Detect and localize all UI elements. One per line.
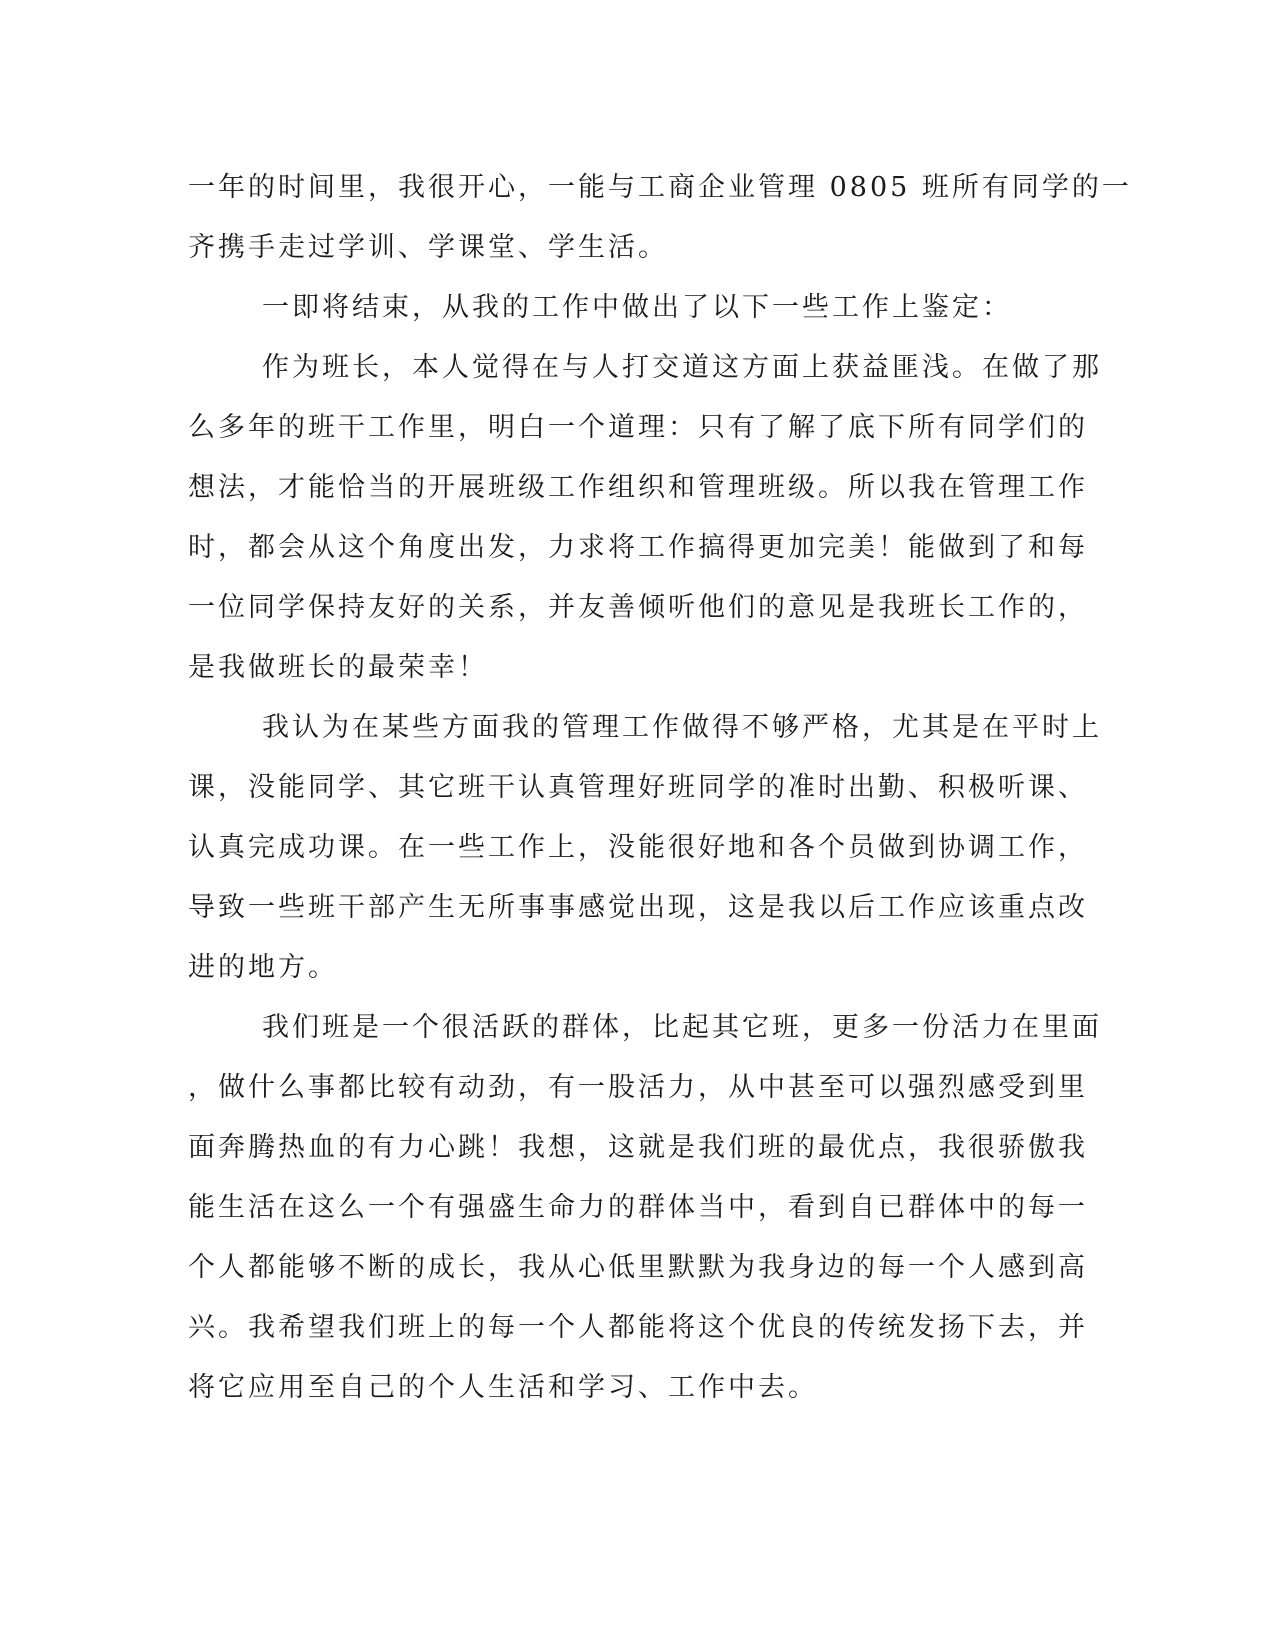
text-line: 个人都能够不断的成长，我从心低里默默为我身边的每一个人感到高 <box>188 1252 1088 1283</box>
text-line: 想法，才能恰当的开展班级工作组织和管理班级。所以我在管理工作 <box>188 472 1088 503</box>
text-line: 将它应用至自己的个人生活和学习、工作中去。 <box>188 1372 818 1403</box>
text-line: 一即将结束，从我的工作中做出了以下一些工作上鉴定： <box>262 292 1012 323</box>
text-line: 齐携手走过学训、学课堂、学生活。 <box>188 232 668 263</box>
document-body <box>188 158 1132 1418</box>
text-line: 么多年的班干工作里，明白一个道理：只有了解了底下所有同学们的 <box>188 412 1088 443</box>
text-line: 兴。我希望我们班上的每一个人都能将这个优良的传统发扬下去，并 <box>188 1312 1088 1343</box>
text-line: 认真完成功课。在一些工作上，没能很好地和各个员做到协调工作， <box>188 832 1088 863</box>
text-line: 作为班长，本人觉得在与人打交道这方面上获益匪浅。在做了那 <box>262 352 1102 383</box>
text-line: 一年的时间里，我很开心，一能与工商企业管理 0805 班所有同学的一 <box>188 172 1132 203</box>
text-line: 课，没能同学、其它班干认真管理好班同学的准时出勤、积极听课、 <box>188 772 1088 803</box>
text-line: 导致一些班干部产生无所事事感觉出现，这是我以后工作应该重点改 <box>188 892 1088 923</box>
text-line: 我认为在某些方面我的管理工作做得不够严格，尤其是在平时上 <box>262 712 1102 743</box>
text-line: 我们班是一个很活跃的群体，比起其它班，更多一份活力在里面 <box>262 1012 1102 1043</box>
text-line: 一位同学保持友好的关系，并友善倾听他们的意见是我班长工作的， <box>188 592 1088 623</box>
text-line: 能生活在这么一个有强盛生命力的群体当中，看到自已群体中的每一 <box>188 1192 1088 1223</box>
text-line: 进的地方。 <box>188 952 338 983</box>
text-line: 面奔腾热血的有力心跳！我想，这就是我们班的最优点，我很骄傲我 <box>188 1132 1088 1163</box>
text-line: ，做什么事都比较有动劲，有一股活力，从中甚至可以强烈感受到里 <box>188 1072 1088 1103</box>
text-line: 是我做班长的最荣幸！ <box>188 652 488 683</box>
text-line: 时，都会从这个角度出发，力求将工作搞得更加完美！能做到了和每 <box>188 532 1088 563</box>
